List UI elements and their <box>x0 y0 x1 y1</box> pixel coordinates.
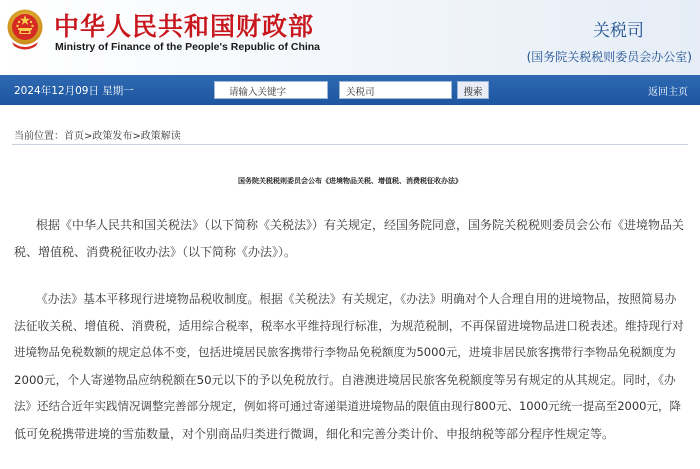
department-subtitle: (国务院关税税则委员会办公室) <box>526 50 692 64</box>
search-input[interactable]: 请输入关键字 <box>214 81 328 99</box>
home-link[interactable]: 返回主页 <box>648 87 688 98</box>
paragraph-line: 法征收关税、增值税、消费税，适用综合税率，税率水平维持现行标准，为规范税制，不再保留进境物品进口税表述。维持现行对 <box>14 319 684 333</box>
national-emblem-icon[interactable] <box>6 8 44 50</box>
paragraph-line: 低可免税携带进境的雪茄数量，对个别商品归类进行微调，细化和完善分类计价、申报纳税等部分程序性规定等。 <box>14 427 615 441</box>
breadcrumb <box>14 127 181 142</box>
paragraph-line: 根据《中华人民共和国关税法》（以下简称《关税法》）有关规定，经国务院同意，国务院关税税则委员会公布《进境物品关 <box>36 218 685 232</box>
content-divider <box>12 144 688 145</box>
breadcrumb-separator: > <box>84 131 93 142</box>
paragraph-line: 2000元，个人寄递物品应纳税额在50元以下的予以免税放行。自港澳进境居民旅客免税额度等另有规定的从其规定。同时，《办 <box>14 373 676 387</box>
department-title: 关税司 <box>593 21 644 41</box>
article-title: 国务院关税税则委员会公布《进境物品关税、增值税、消费税征收办法》 <box>238 177 462 185</box>
current-date: 2024年12月09日 星期一 <box>14 85 134 97</box>
paragraph-line: 《办法》基本平移现行进境物品税收制度。根据《关税法》有关规定，《办法》明确对个人合理自用的进境物品，按照简易办 <box>36 292 677 306</box>
site-title: 中华人民共和国财政部 <box>54 12 315 41</box>
paragraph-line: 法》还结合近年实践情况调整完善部分规定，例如将可通过寄递渠道进境物品的限值由现行800元、1000元统一提高至2000元，降 <box>14 399 681 413</box>
search-button[interactable]: 搜索 <box>457 81 489 99</box>
breadcrumb-item-home[interactable]: 首页 <box>64 131 84 142</box>
paragraph-line: 进境物品免税数额的规定总体不变，包括进境居民旅客携带行李物品免税额度为5000元，进境非居民旅客携带行李物品免税额度为 <box>14 345 676 359</box>
breadcrumb-prefix: 当前位置： <box>14 131 64 142</box>
search-scope-select[interactable]: 关税司 <box>339 81 452 99</box>
site-subtitle: Ministry of Finance of the People's Republic of China <box>55 41 321 53</box>
paragraph-line: 税、增值税、消费税征收办法》（以下简称《办法》）。 <box>14 245 297 259</box>
breadcrumb-item-policy-release[interactable]: 政策发布 <box>92 131 133 142</box>
site-header <box>0 0 700 75</box>
breadcrumb-item-policy-interpretation[interactable]: 政策解读 <box>140 131 181 142</box>
breadcrumb-separator: > <box>132 131 141 142</box>
top-nav-bar <box>0 75 700 105</box>
